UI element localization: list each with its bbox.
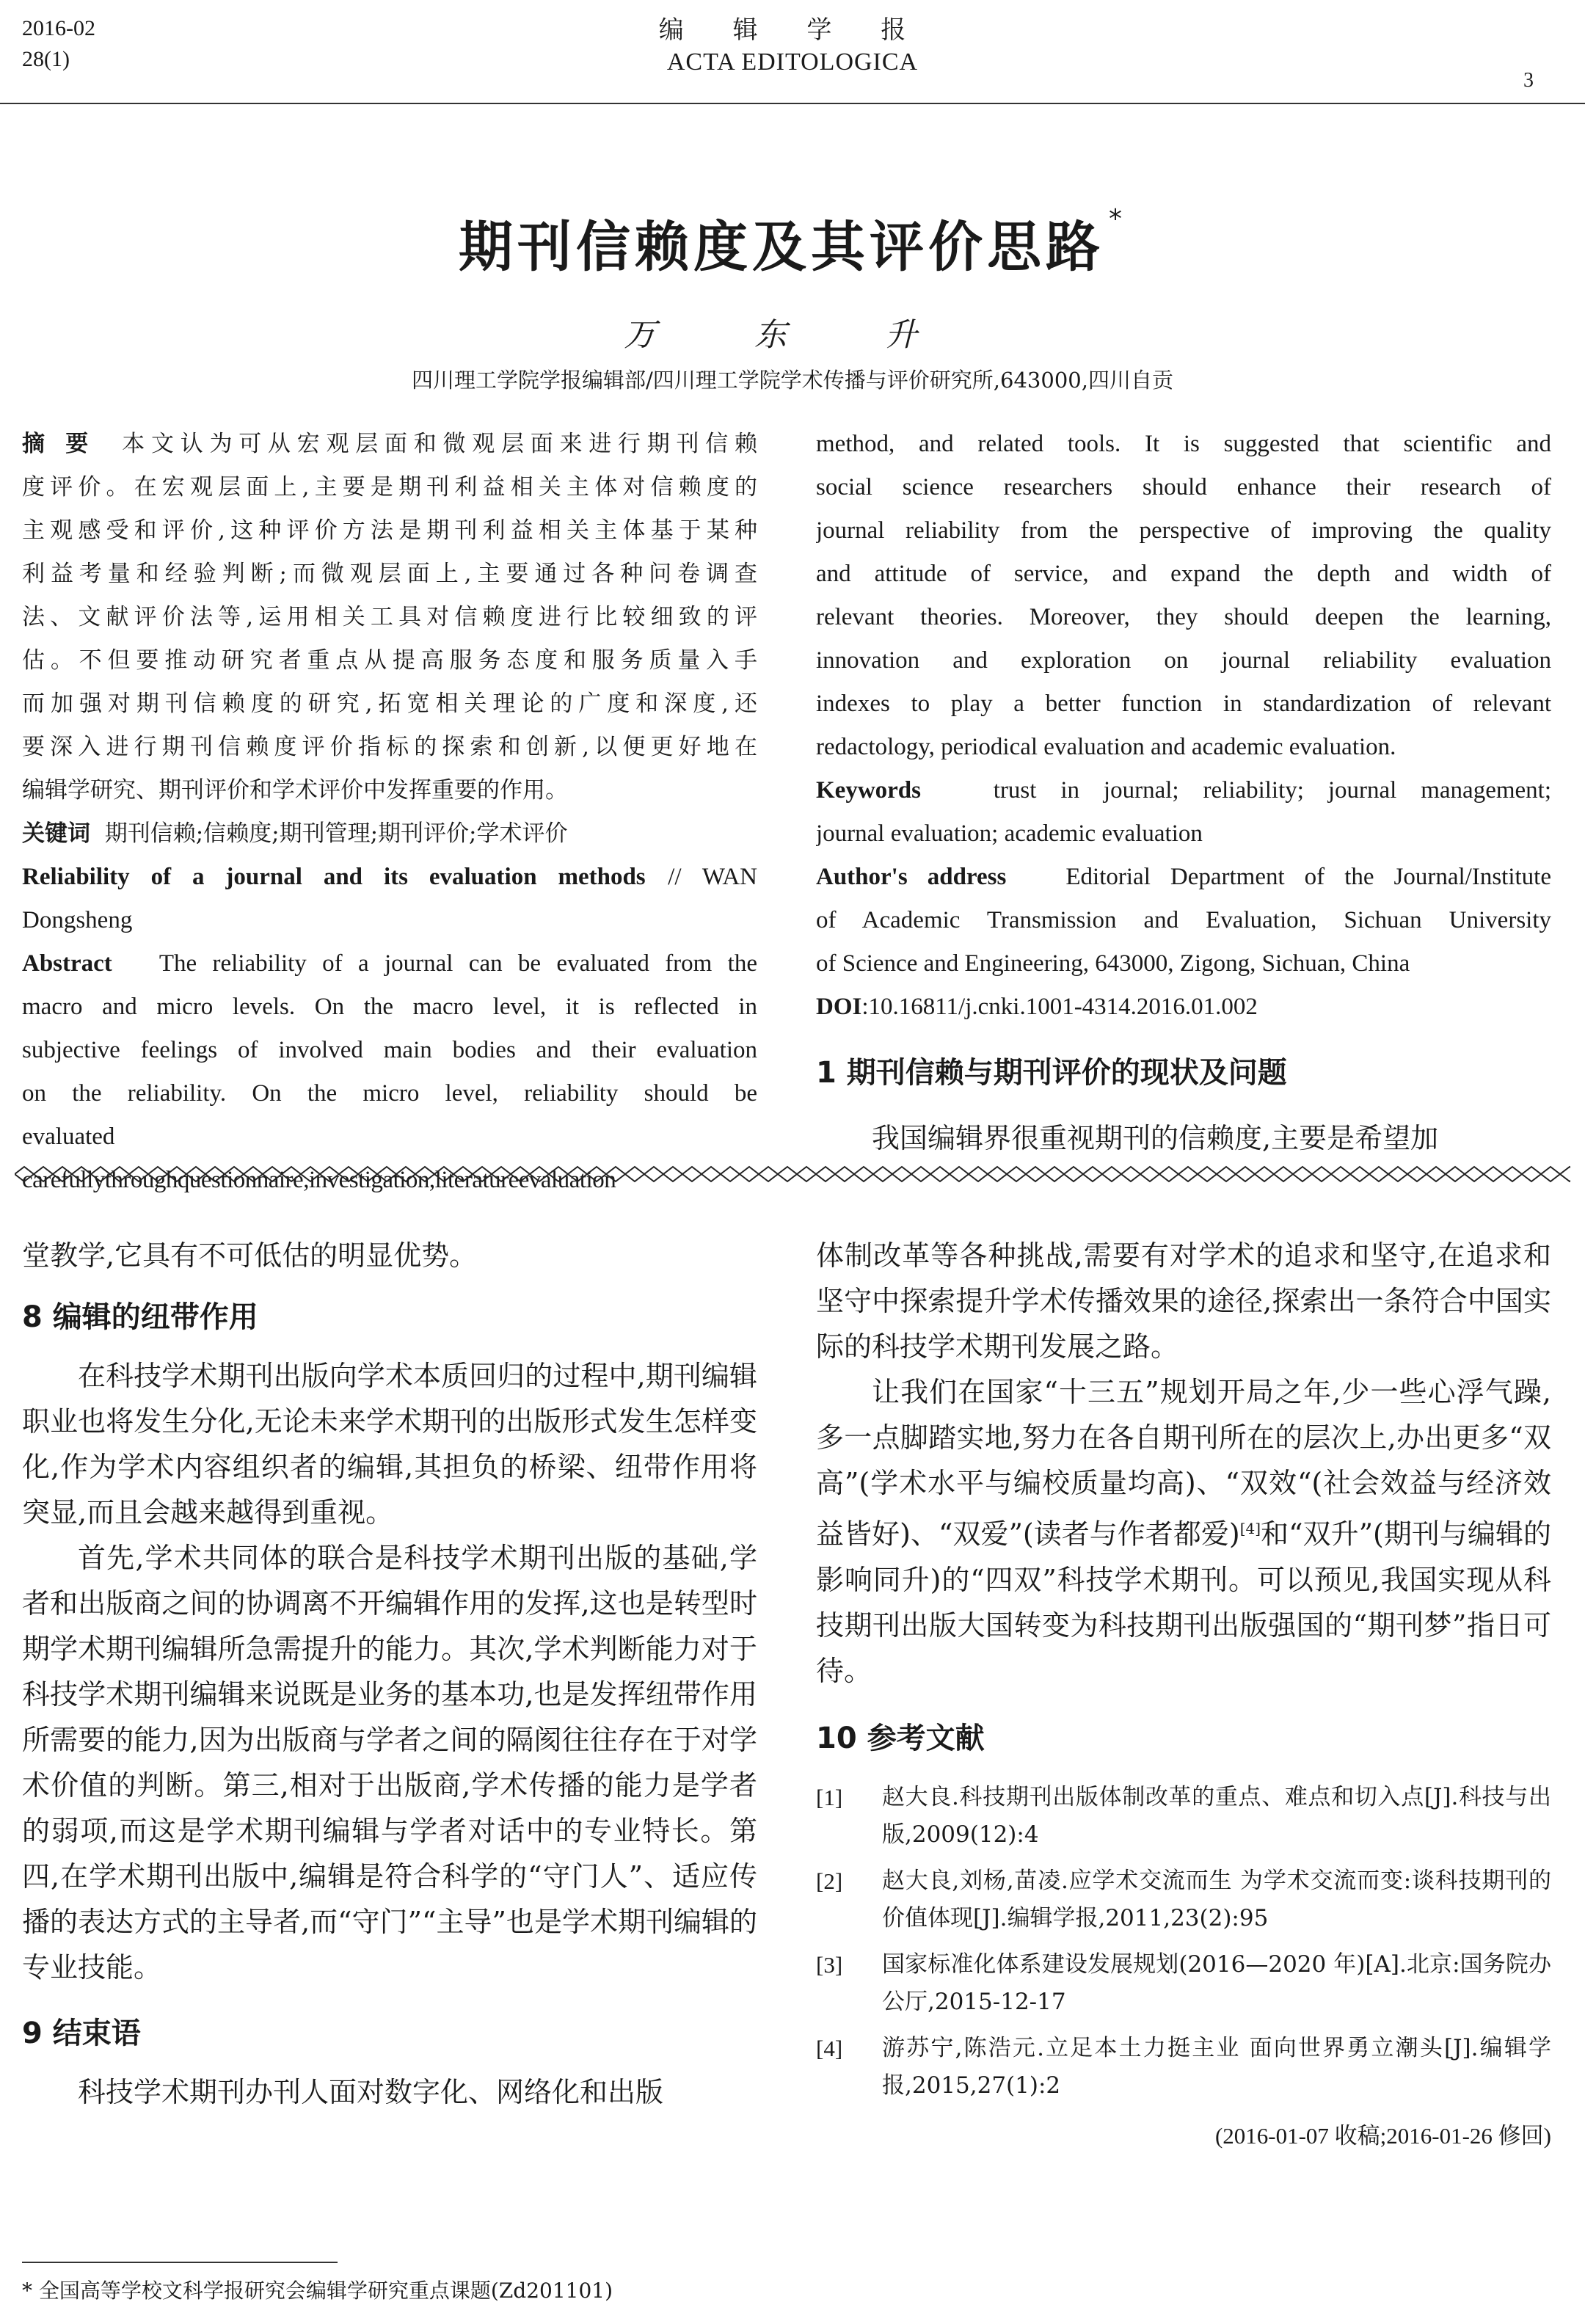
doi [816,986,1551,1029]
abstract-cn-line: 法、文献评价法等,运用相关工具对信赖度进行比较细致的评 [22,604,757,630]
abstract-en-line: macro and micro levels. On the macro level, it is reflected in [22,994,757,1020]
body-paragraph: 体制改革等各种挑战,需要有对学术的追求和坚守,在追求和坚守中探索提升学术传播效果的途径,探索出一条符合中国实际的科技学术期刊发展之路。 [816,1239,1551,1363]
keywords-cn-text: 期刊信赖;信赖度;期刊管理;期刊评价;学术评价 [104,820,568,847]
abstract-en-line: relevant theories. Moreover, they should deepen the learning, [816,604,1551,630]
address-line: of Science and Engineering, 643000, Zigong, Sichuan, China [816,950,1410,977]
page-break-separator [15,1161,1570,1187]
abstract-cn-label: 摘 要 [22,431,95,457]
volume-issue: 28(1) [22,47,70,71]
english-title-suffix: // WAN [668,864,757,890]
keywords-cn [22,812,757,856]
reference-item [816,1779,1551,1854]
reference-number: [2] [816,1868,843,1894]
body-right-column [816,1233,1551,2159]
journal-title-cn: 编 辑 学 报 [658,15,927,45]
abstract-cn-line: 度评价。在宏观层面上,主要是期刊利益相关主体对信赖度的 [22,474,757,500]
abstract-en-line: Abstract The reliability of a journal can be evaluated from the [22,950,757,977]
body-paragraph: 让我们在国家“十三五”规划开局之年,少一些心浮气躁,多一点脚踏实地,努力在各自期刊所在的层次上,办出更多“双高”(学术水平与编校质量均高)、“双效“(社会效益与经济效益皆好)、“双爱”(读者与作者都爱)[4]和“双升”(期刊与编辑的影响同升)的“四双”科技学术期刊。可以预见,我国实现从科技期刊出版大国转变为科技期刊出版强国的“期刊梦”指日可待。 [816,1376,1551,1687]
section-10-heading: 10 参考文献 [816,1721,985,1755]
article-title [0,204,1585,282]
abstract-right-column [816,423,1551,1029]
reference-number: [3] [816,1951,843,1978]
english-title-text: Reliability of a journal and its evaluation methods [22,864,646,890]
author-affiliation: 四川理工学院学报编辑部/四川理工学院学术传播与评价研究所,643000,四川自贡 [412,368,1173,393]
keywords-cn-label: 关键词 [22,820,90,847]
journal-title-en: ACTA EDITOLOGICA [666,48,919,76]
header-rule [0,103,1585,104]
keywords-en-line: journal evaluation; academic evaluation [816,820,1203,847]
reference-number: [4] [816,2035,843,2061]
address-label: Author's address [816,864,1007,890]
abstract-en-line: redactology, periodical evaluation and academic evaluation. [816,734,1396,760]
reference-item [816,2030,1551,2105]
abstract-en-line: subjective feelings of involved main bodies and their evaluation [22,1037,757,1063]
body-paragraph: 科技学术期刊办刊人面对数字化、网络化和出版 [78,2076,664,2108]
issue-date: 2016-02 [22,16,95,40]
english-title [22,856,757,899]
abstract-en-line: method, and related tools. It is suggested that scientific and [816,431,1551,457]
abstract-en-line: evaluated [22,1123,115,1150]
body-paragraph: 在科技学术期刊出版向学术本质回归的过程中,期刊编辑职业也将发生分化,无论未来学术期刊的出版形式发生怎样变化,作为学术内容组织者的编辑,其担负的桥梁、纽带作用将突显,而且会越来越得到重视。 [22,1360,757,1529]
abstract-cn-line: 估。不但要推动研究者重点从提高服务态度和服务质量入手 [22,647,757,674]
section-1-heading: 1 期刊信赖与期刊评价的现状及问题 [816,1056,1287,1090]
abstract-en-line: and attitude of service, and expand the depth and width of [816,561,1551,587]
author-name: 万 东 升 [624,316,961,354]
abstract-cn-line: 编辑学研究、期刊评价和学术评价中发挥重要的作用。 [22,777,568,804]
reference-number: [1] [816,1784,843,1810]
body-paragraph: 堂教学,它具有不可低估的明显优势。 [22,1239,478,1272]
section-9-heading: 9 结束语 [22,2017,141,2050]
abstract-cn-line: 要深入进行期刊信赖度评价指标的探索和创新,以便更好地在 [22,734,757,760]
abstract-cn-line: 主观感受和评价,这种评价方法是期刊利益相关主体基于某种 [22,517,757,544]
received-dates: (2016-01-07 收稿;2016-01-26 修回) [1214,2122,1551,2149]
abstract-en-line: social science researchers should enhance their research of [816,474,1551,500]
reference-text: 赵大良,刘杨,苗凌.应学术交流而生 为学术交流而变:谈科技期刊的价值体现[J].编辑学报,2011,23(2):95 [882,1867,1551,1931]
body-left-column [22,1233,757,2115]
reference-text: 游苏宁,陈浩元.立足本土力挺主业 面向世界勇立潮头[J].编辑学报,2015,27(1):2 [882,2034,1551,2099]
keywords-en: Keywords trust in journal; reliability; journal management; [816,777,1551,804]
abstract-cn-line: 摘 要 本文认为可从宏观层面和微观层面来进行期刊信赖 [22,431,757,457]
doi-value: :10.16811/j.cnki.1001-4314.2016.01.002 [861,994,1258,1020]
citation-mark: [4] [1239,1520,1261,1537]
abstract-left-column [22,423,757,1202]
address-line: of Academic Transmission and Evaluation, Sichuan University [816,907,1551,933]
footnote-rule [22,2262,338,2263]
abstract-en-line: indexes to play a better function in standardization of relevant [816,691,1551,717]
abstract-en-line: innovation and exploration on journal reliability evaluation [816,647,1551,674]
footnote: * 全国高等学校文科学报研究会编辑学研究重点课题(Zd201101) [22,2279,613,2303]
reference-item [816,1946,1551,2021]
doi-label: DOI [816,994,862,1020]
title-footnote-mark: * [1109,204,1126,234]
article-title-text: 期刊信赖度及其评价思路 [459,216,1104,279]
section-1-first-line: 我国编辑界很重视期刊的信赖度,主要是希望加 [872,1122,1439,1154]
reference-text: 赵大良.科技期刊出版体制改革的重点、难点和切入点[J].科技与出版,2009(12):4 [882,1783,1551,1848]
section-8-heading: 8 编辑的纽带作用 [22,1300,258,1334]
reference-text: 国家标准化体系建设发展规划(2016—2020 年)[A].北京:国务院办公厅,2015-12-17 [882,1950,1551,2015]
abstract-en-line: on the reliability. On the micro level, reliability should be [22,1080,757,1107]
english-author: Dongsheng [22,907,133,933]
abstract-cn-line: 利益考量和经验判断;而微观层面上,主要通过各种问卷调查 [22,561,757,587]
abstract-cn-line: 而加强对期刊信赖度的研究,拓宽相关理论的广度和深度,还 [22,691,757,717]
abstract-en-line: journal reliability from the perspective of improving the quality [816,517,1551,544]
abstract-en-label: Abstract [22,950,112,977]
body-paragraph: 首先,学术共同体的联合是科技学术期刊出版的基础,学者和出版商之间的协调离不开编辑作用的发挥,这也是转型时期学术期刊编辑所急需提升的能力。其次,学术判断能力对于科技学术期刊编辑来说既是业务的基本功,也是发挥纽带作用所需要的能力,因为出版商与学者之间的隔阂往往存在于对学术价值的判断。第三,相对于出版商,学术传播的能力是学者的弱项,而这是学术期刊编辑与学者对话中的专业特长。第四,在学术期刊出版中,编辑是符合科学的“守门人”、适应传播的表达方式的主导者,而“守门”“主导”也是学术期刊编辑的专业技能。 [22,1542,757,1984]
running-header-center [0,13,1585,78]
reference-item [816,1862,1551,1937]
page-number: 3 [1523,69,1534,92]
author-address: Author's address Editorial Department of the Journal/Institute [816,864,1551,890]
keywords-en-label: Keywords [816,777,921,804]
